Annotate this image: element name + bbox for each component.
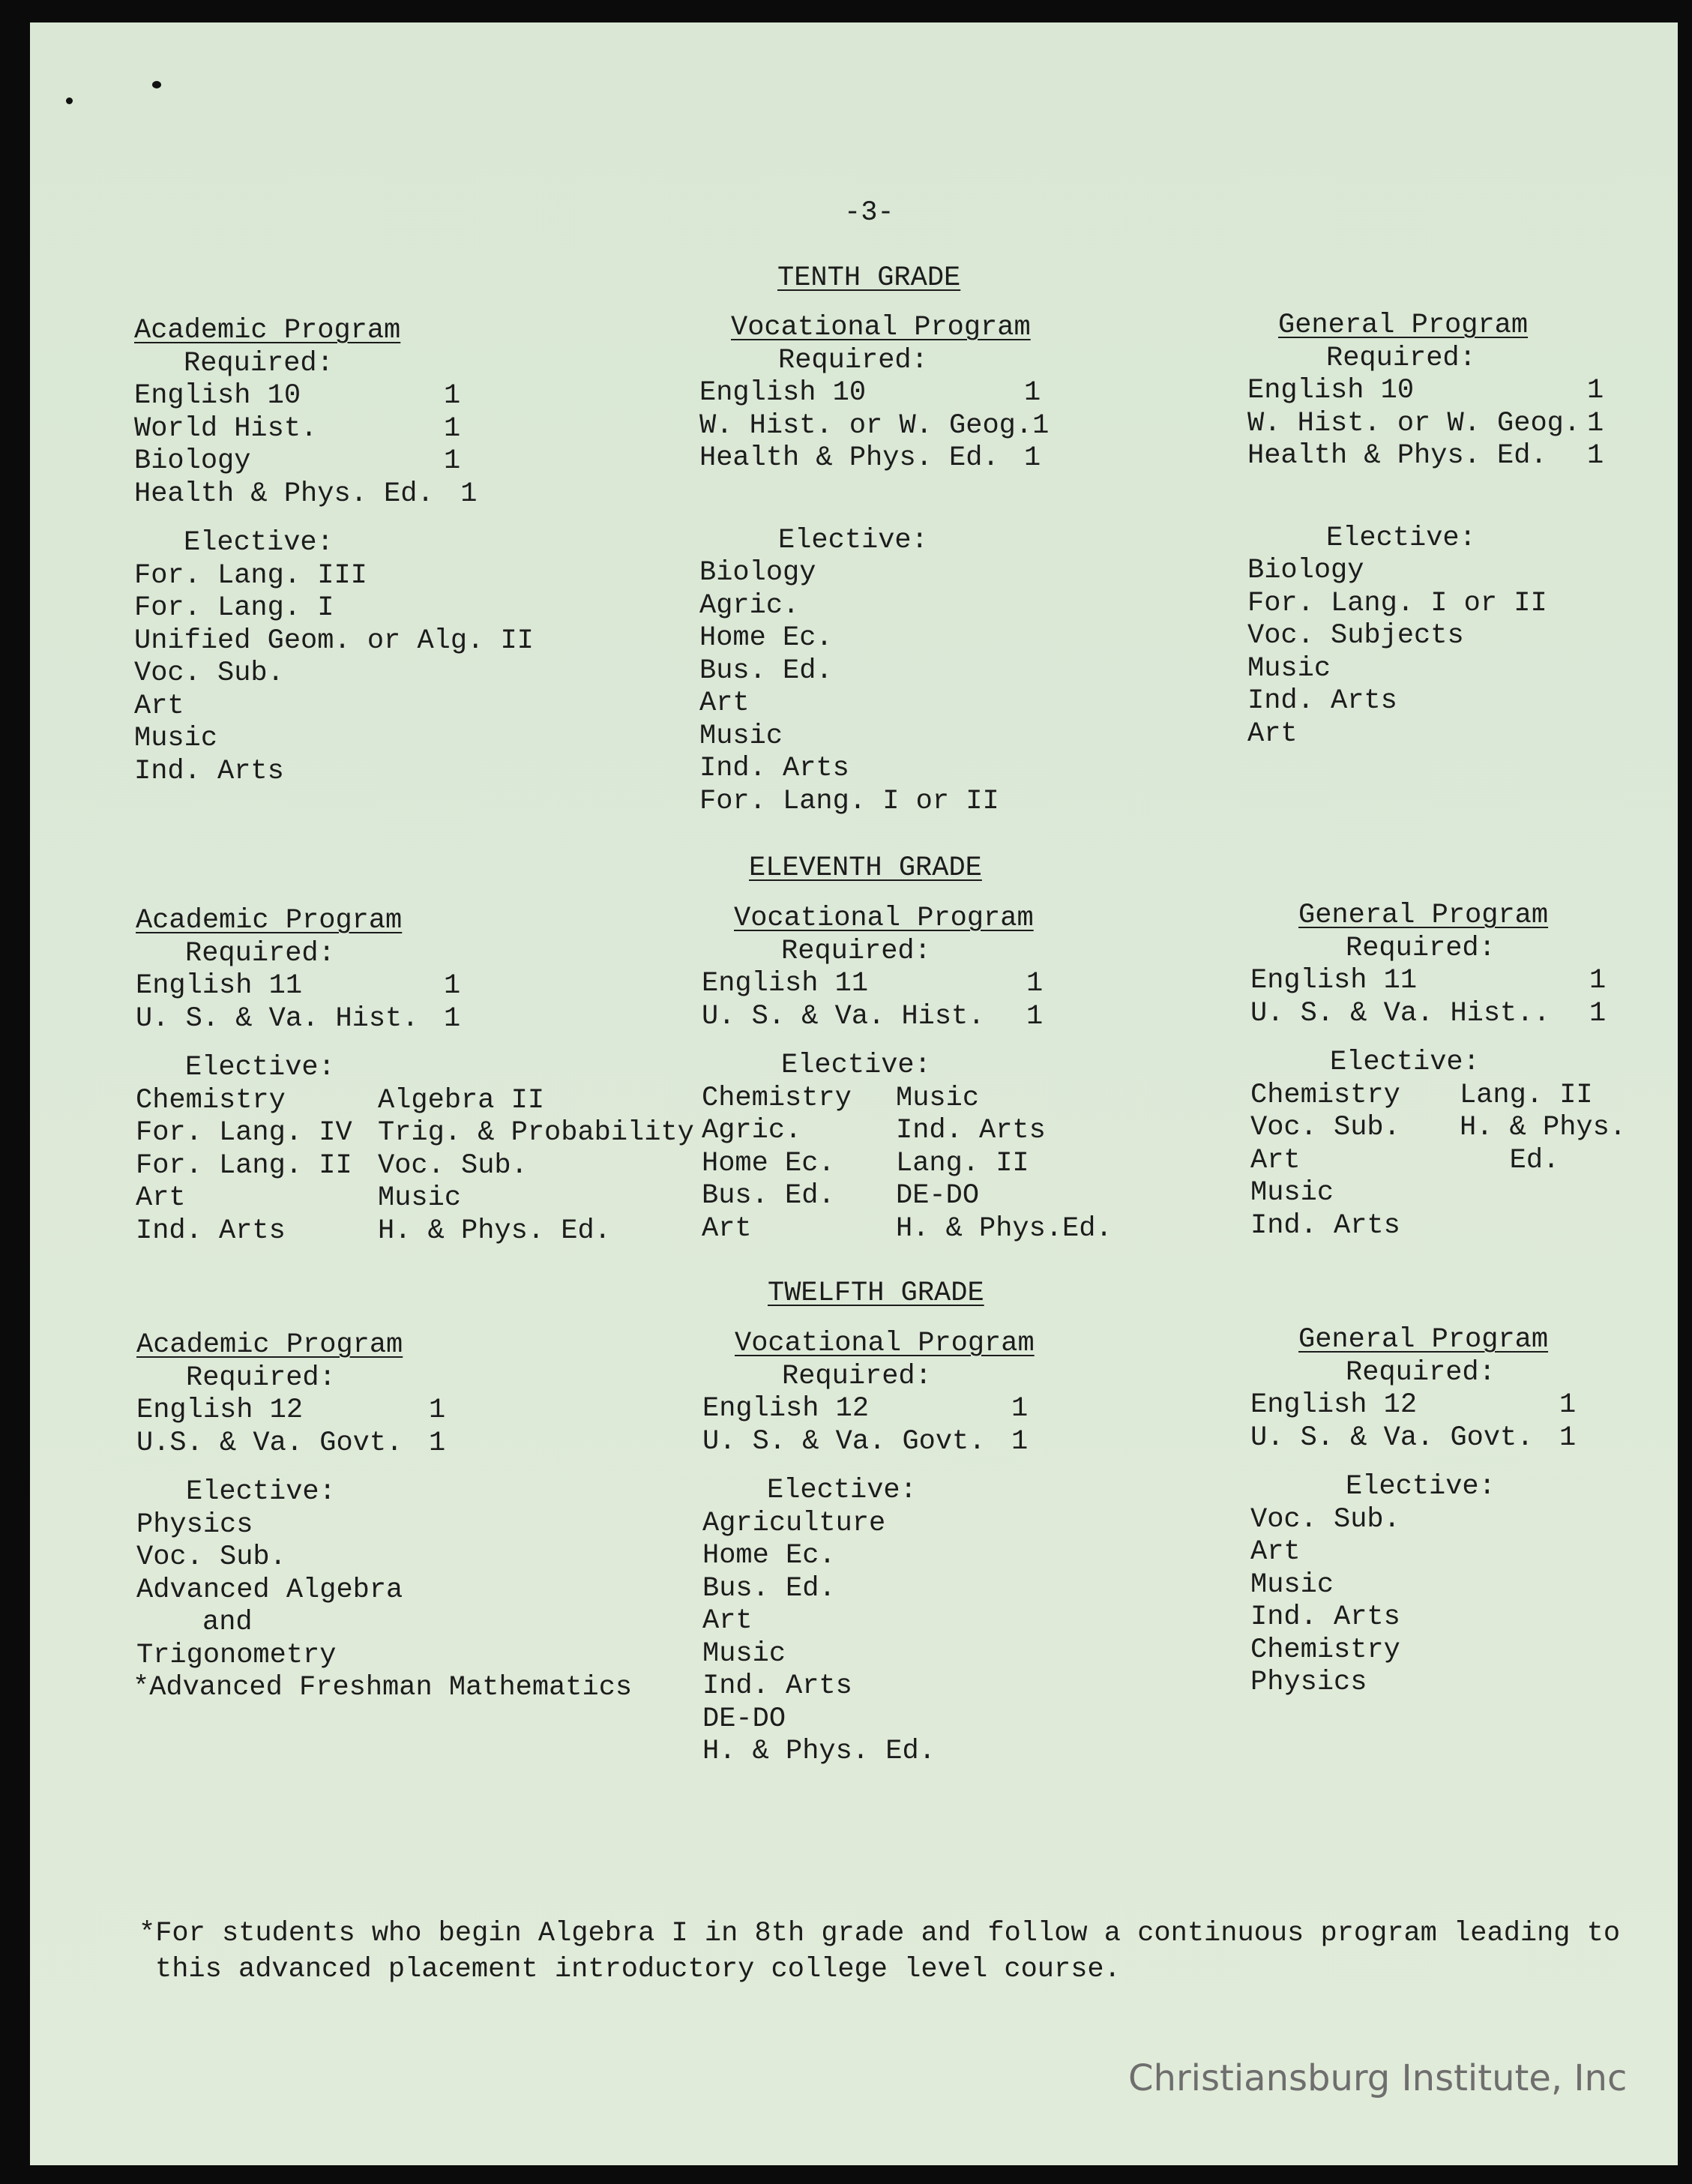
elective-row: Ind. Arts H. & Phys. Ed. (136, 1215, 611, 1247)
twelfth-general-column (1250, 1324, 1576, 1700)
required-course-row: Health & Phys. Ed. 1 (1247, 440, 1604, 472)
tenth-vocational-column (699, 312, 1049, 818)
required-course-row: English 10 1 (699, 377, 1041, 409)
footnote-line: this advanced placement introductory college level course. (155, 1954, 1121, 1985)
required-course-row: U. S. & Va. Govt. 1 (702, 1425, 1029, 1457)
elective-item: Voc. Sub. (136, 1541, 286, 1573)
program-title: Academic Program (136, 905, 403, 936)
program-title: General Program (1298, 900, 1549, 931)
elective-row: Art H. & Phys.Ed. (702, 1212, 1113, 1245)
footnote (139, 1918, 1620, 1987)
elective-item: Art (699, 688, 750, 719)
elective-item: Advanced Algebra (136, 1574, 403, 1606)
required-course-row: U. S. & Va. Hist. 1 (702, 1000, 1044, 1032)
elective-item: Music (1250, 1568, 1334, 1601)
elective-item: Art (1247, 718, 1298, 750)
speck-mark (66, 97, 73, 104)
program-title: Academic Program (136, 1329, 403, 1361)
program-title: Vocational Program (731, 312, 1031, 343)
elective-row: Chemistry Algebra II (136, 1084, 545, 1116)
elective-row: Chemistry Lang. II (1250, 1079, 1593, 1111)
elective-item: Chemistry (1250, 1634, 1400, 1666)
required-course-row: U. S. & Va. Govt. 1 (1250, 1422, 1577, 1454)
required-label: Required: (185, 937, 335, 969)
program-title: Vocational Program (735, 1328, 1035, 1359)
elective-item: Physics (1250, 1667, 1367, 1698)
elective-item: H. & Phys. Ed. (702, 1736, 936, 1767)
required-course-row: English 12 1 (1250, 1389, 1577, 1421)
elective-item: Music (1247, 652, 1331, 685)
required-course-row: W. Hist. or W. Geog. 1 (699, 409, 1050, 442)
elective-item: Art (134, 690, 184, 722)
elective-item: For. Lang. I or II (699, 785, 999, 817)
twelfth-academic-column (133, 1329, 633, 1705)
elective-label: Elective: (1346, 1471, 1496, 1502)
elective-item: and (202, 1607, 253, 1638)
elective-item: Bus. Ed. (699, 655, 833, 687)
program-title: Academic Program (134, 315, 401, 346)
required-course-row: English 11 1 (136, 970, 461, 1002)
elective-item: For. Lang. I or II (1247, 587, 1547, 619)
eleventh-academic-column (136, 905, 694, 1248)
required-course-row: U. S. & Va. Hist.. 1 (1250, 997, 1607, 1029)
required-label: Required: (1346, 1356, 1496, 1389)
elective-item: Ind. Arts (1247, 685, 1397, 717)
elective-label: Elective: (1326, 522, 1476, 554)
required-course-row: English 10 1 (1247, 375, 1604, 406)
required-course-row: English 10 1 (134, 380, 461, 412)
required-label: Required: (781, 935, 931, 967)
required-course-row: English 11 1 (1250, 965, 1607, 996)
elective-item: Voc. Subjects (1247, 620, 1464, 652)
elective-item: Biology (1247, 555, 1364, 586)
elective-row: Chemistry Music (702, 1082, 980, 1114)
elective-item: DE-DO (702, 1703, 786, 1735)
elective-row: Voc. Sub. H. & Phys. (1250, 1112, 1627, 1143)
elective-item: Art (702, 1605, 753, 1637)
elective-label: Elective: (184, 527, 334, 559)
elective-row: For. Lang. IV Trig. & Probability (136, 1117, 694, 1149)
elective-row: Music (1250, 1177, 1334, 1209)
required-course-row: U.S. & Va. Govt. 1 (136, 1427, 446, 1459)
elective-item: *Advanced Freshman Mathematics (133, 1672, 633, 1703)
required-label: Required: (778, 344, 928, 376)
elective-item: Unified Geom. or Alg. II (134, 625, 534, 657)
elective-item: Ind. Arts (134, 755, 284, 787)
elective-item: Trigonometry (136, 1639, 337, 1671)
required-course-row: World Hist. 1 (134, 412, 461, 445)
footnote-line: *For students who begin Algebra I in 8th grade and follow a continuous program leading to (139, 1918, 1621, 1949)
required-label: Required: (1326, 342, 1476, 374)
section-heading-eleventh: ELEVENTH GRADE (749, 852, 982, 884)
program-title: General Program (1298, 1324, 1549, 1356)
required-course-row: English 12 1 (702, 1393, 1029, 1425)
required-label: Required: (1346, 932, 1496, 964)
elective-item: Ind. Arts (702, 1670, 852, 1702)
required-course-row: Biology 1 (134, 445, 461, 477)
archive-watermark: Christiansburg Institute, Inc (1128, 2057, 1628, 2099)
elective-item: Music (134, 723, 218, 754)
page-number: -3- (844, 197, 894, 229)
required-label: Required: (184, 347, 334, 379)
elective-row: Home Ec. Lang. II (702, 1147, 1029, 1179)
elective-row: Agric. Ind. Arts (702, 1115, 1046, 1146)
elective-label: Elective: (186, 1476, 336, 1508)
required-course-row: English 12 1 (136, 1395, 446, 1426)
elective-item: For. Lang. I (134, 592, 334, 624)
tenth-academic-column (134, 315, 534, 788)
elective-row: Ind. Arts (1250, 1209, 1400, 1242)
elective-item: Agriculture (702, 1507, 886, 1539)
elective-item: Home Ec. (702, 1540, 836, 1571)
elective-label: Elective: (781, 1050, 931, 1081)
elective-label: Elective: (1330, 1047, 1480, 1078)
required-label: Required: (186, 1362, 336, 1394)
elective-item: Bus. Ed. (702, 1572, 836, 1604)
elective-item: Agric. (699, 589, 800, 622)
eleventh-vocational-column (702, 903, 1113, 1245)
elective-row: Art Ed. (1250, 1144, 1560, 1176)
elective-row: Bus. Ed. DE-DO (702, 1180, 980, 1212)
section-heading-tenth: TENTH GRADE (777, 262, 961, 294)
required-course-row: English 11 1 (702, 968, 1044, 999)
required-course-row: U. S. & Va. Hist. 1 (136, 1002, 461, 1035)
elective-item: Music (702, 1637, 786, 1670)
elective-label: Elective: (778, 524, 928, 556)
required-course-row: Health & Phys. Ed. 1 (699, 442, 1041, 474)
elective-row: For. Lang. II Voc. Sub. (136, 1149, 528, 1182)
twelfth-vocational-column (702, 1328, 1035, 1769)
tenth-general-column (1247, 310, 1604, 750)
speck-mark (152, 81, 161, 88)
elective-label: Elective: (185, 1052, 335, 1083)
elective-item: For. Lang. III (134, 559, 367, 592)
elective-item: Art (1250, 1536, 1301, 1568)
elective-label: Elective: (767, 1475, 917, 1506)
elective-item: Physics (136, 1508, 253, 1541)
elective-item: Biology (699, 557, 816, 589)
elective-item: Music (699, 720, 783, 752)
required-course-row: W. Hist. or W. Geog. 1 (1247, 407, 1604, 439)
elective-item: Voc. Sub. (134, 658, 284, 689)
elective-item: Home Ec. (699, 622, 833, 654)
elective-item: Ind. Arts (1250, 1601, 1400, 1633)
document-sheet (30, 22, 1678, 2165)
eleventh-general-column (1250, 900, 1626, 1242)
elective-item: Ind. Arts (699, 753, 849, 784)
program-title: Vocational Program (734, 903, 1034, 934)
elective-row: Art Music (136, 1182, 462, 1214)
section-heading-twelfth: TWELFTH GRADE (768, 1278, 984, 1309)
required-course-row: Health & Phys. Ed. 1 (134, 478, 478, 510)
program-title: General Program (1278, 310, 1529, 341)
elective-item: Voc. Sub. (1250, 1503, 1400, 1535)
required-label: Required: (782, 1360, 932, 1392)
